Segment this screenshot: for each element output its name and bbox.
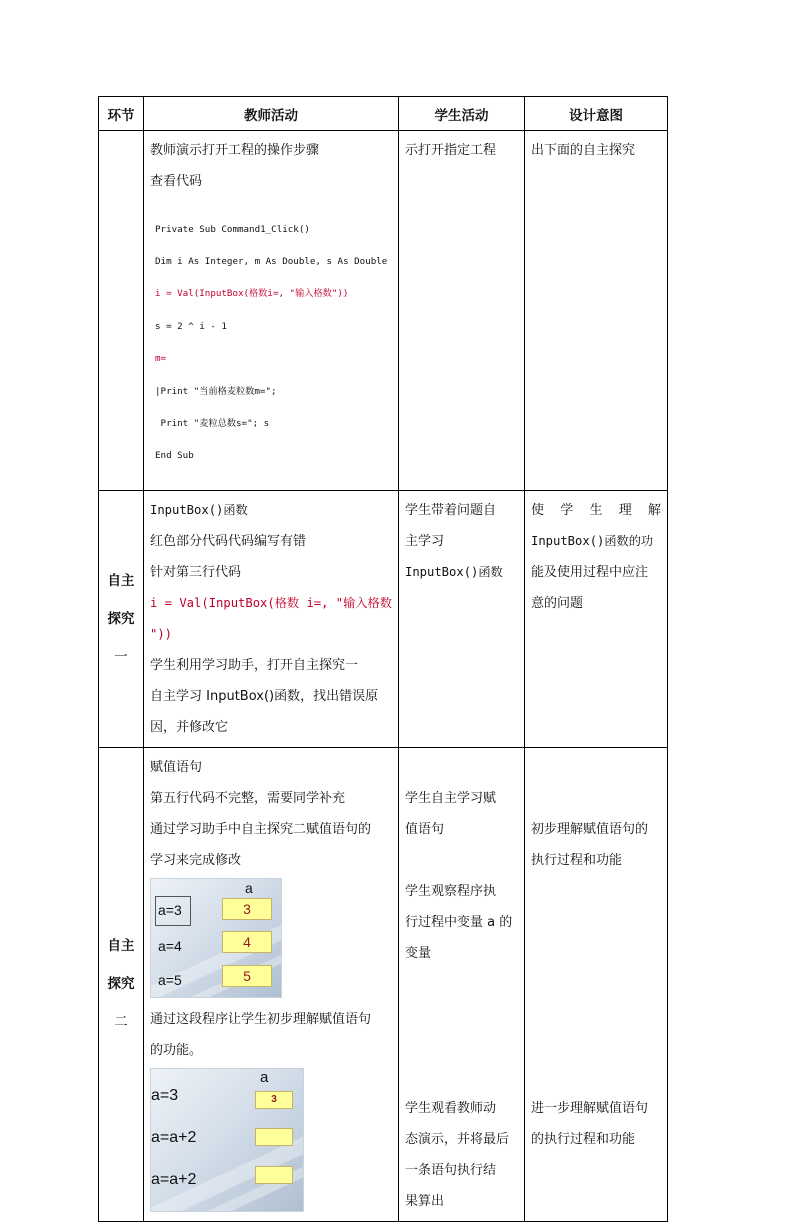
header-row bbox=[99, 97, 668, 131]
student-text: 学生自主学习赋 bbox=[405, 790, 497, 806]
student-text: InputBox()函数 bbox=[405, 564, 503, 579]
stage-label: 二 bbox=[114, 1014, 128, 1031]
lesson-plan-table bbox=[98, 96, 668, 1222]
header-design-intent: 设计意图 bbox=[525, 97, 668, 131]
value-box: 5 bbox=[222, 965, 272, 987]
code-line: i = Val(InputBox(格数 i=, "输入格数 bbox=[150, 595, 392, 610]
intent-text: 初步理解赋值语句的 bbox=[531, 821, 649, 837]
value-box: 4 bbox=[222, 931, 272, 953]
code-line: Print "麦粒总数s="; s bbox=[155, 417, 270, 429]
student-text: 主学习 bbox=[405, 533, 445, 549]
intent-cell-intro bbox=[525, 131, 668, 491]
stage-cell-empty bbox=[99, 131, 144, 491]
assignment-label: a=a+2 bbox=[151, 1128, 197, 1146]
student-cell-explore-2 bbox=[399, 747, 525, 1221]
intent-cell-explore-2 bbox=[525, 747, 668, 1221]
header-student-activity: 学生活动 bbox=[399, 97, 525, 131]
teacher-text bbox=[150, 495, 392, 526]
intent-text: 使 学 生 理 解 bbox=[531, 502, 661, 518]
code-line: s = 2 ^ i - 1 bbox=[155, 320, 227, 332]
student-text: 一条语句执行结 bbox=[405, 1162, 497, 1178]
code-line: Private Sub Command1_Click() bbox=[155, 223, 310, 235]
stage-label: 探究 bbox=[107, 976, 135, 993]
teacher-text: 教师演示打开工程的操作步骤 bbox=[150, 143, 320, 158]
teacher-text: 学习来完成修改 bbox=[150, 852, 242, 868]
assignment-label: a=4 bbox=[158, 937, 182, 954]
assignment-label: a=5 bbox=[158, 971, 182, 988]
student-text: 果算出 bbox=[405, 1193, 445, 1209]
header-teacher-activity: 教师活动 bbox=[144, 97, 399, 131]
stage-cell-explore-1 bbox=[99, 490, 144, 747]
assignment-figure-1 bbox=[150, 878, 282, 998]
stage-label: 自主 bbox=[107, 572, 135, 589]
intent-text-part: InputBox()函数的功 bbox=[531, 533, 654, 548]
teacher-text: 针对第三行代码 bbox=[150, 564, 242, 580]
row-intro bbox=[99, 131, 668, 491]
value-box bbox=[255, 1128, 293, 1146]
student-text: 行过程中变量 a 的 bbox=[405, 914, 513, 930]
teacher-text: 通过学习助手中自主探究二赋值语句的 bbox=[150, 821, 372, 837]
teacher-text: 红色部分代码代码编写有错 bbox=[150, 533, 307, 549]
teacher-text: 第五行代码不完整，需要同学补充 bbox=[150, 790, 346, 806]
code-line: Dim i As Integer, m As Double, s As Double bbox=[155, 255, 388, 267]
teacher-text: 赋值语句 bbox=[150, 759, 203, 775]
stage-label: 自主 bbox=[107, 938, 135, 955]
intent-text: 出下面的自主探究 bbox=[531, 143, 636, 158]
assignment-figure-2 bbox=[150, 1068, 304, 1212]
teacher-text: 的功能。 bbox=[150, 1042, 203, 1058]
student-text: 变量 bbox=[405, 945, 432, 961]
code-line: m= bbox=[155, 353, 167, 365]
teacher-cell-explore-2 bbox=[144, 747, 399, 1221]
value-box bbox=[255, 1166, 293, 1184]
code-line: ")) bbox=[150, 626, 173, 641]
student-text: 态演示，并将最后 bbox=[405, 1131, 510, 1147]
code-snippet bbox=[155, 203, 392, 484]
student-text: 学生观看教师动 bbox=[405, 1100, 497, 1116]
variable-name: a bbox=[260, 1068, 269, 1086]
stage-cell-explore-2 bbox=[99, 747, 144, 1221]
value-box: 3 bbox=[222, 898, 272, 920]
intent-cell-explore-1 bbox=[525, 490, 668, 747]
teacher-text-part: InputBox()函数 bbox=[150, 502, 248, 517]
student-cell-explore-1 bbox=[399, 490, 525, 747]
intent-text: 进一步理解赋值语句 bbox=[531, 1100, 649, 1116]
intent-text: 能及使用过程中应注 bbox=[531, 564, 649, 580]
teacher-text: 自主学习 InputBox()函数，找出错误原 bbox=[150, 688, 379, 704]
intent-text bbox=[531, 526, 661, 557]
student-text: 值语句 bbox=[405, 821, 445, 837]
teacher-text: 学生利用学习助手，打开自主探究一 bbox=[150, 657, 359, 673]
student-text: 学生带着问题自 bbox=[405, 502, 497, 518]
teacher-text: 通过这段程序让学生初步理解赋值语句 bbox=[150, 1011, 372, 1027]
teacher-cell-intro bbox=[144, 131, 399, 491]
student-text: 学生观察程序执 bbox=[405, 883, 497, 899]
stage-label: 探究 bbox=[107, 610, 135, 627]
code-line: End Sub bbox=[155, 450, 194, 462]
assignment-label: a=3 bbox=[158, 901, 182, 918]
teacher-text: 因，并修改它 bbox=[150, 719, 229, 735]
assignment-label: a=a+2 bbox=[151, 1170, 197, 1188]
row-explore-1 bbox=[99, 490, 668, 747]
student-cell-intro bbox=[399, 131, 525, 491]
row-explore-2 bbox=[99, 747, 668, 1221]
header-stage: 环节 bbox=[99, 97, 144, 131]
intent-text: 意的问题 bbox=[531, 595, 584, 611]
assignment-label: a=3 bbox=[151, 1086, 179, 1104]
value-box: 3 bbox=[255, 1091, 293, 1109]
intent-text: 的执行过程和功能 bbox=[531, 1131, 636, 1147]
variable-name: a bbox=[245, 879, 253, 896]
stage-label: 一 bbox=[114, 648, 128, 665]
teacher-text: 查看代码 bbox=[150, 174, 203, 189]
code-line: i = Val(InputBox(格数i=, "输入格数")) bbox=[155, 288, 349, 300]
teacher-cell-explore-1 bbox=[144, 490, 399, 747]
student-text: 示打开指定工程 bbox=[405, 143, 497, 158]
intent-text: 执行过程和功能 bbox=[531, 852, 623, 868]
code-line: |Print "当前格麦粒数m="; bbox=[155, 385, 277, 397]
